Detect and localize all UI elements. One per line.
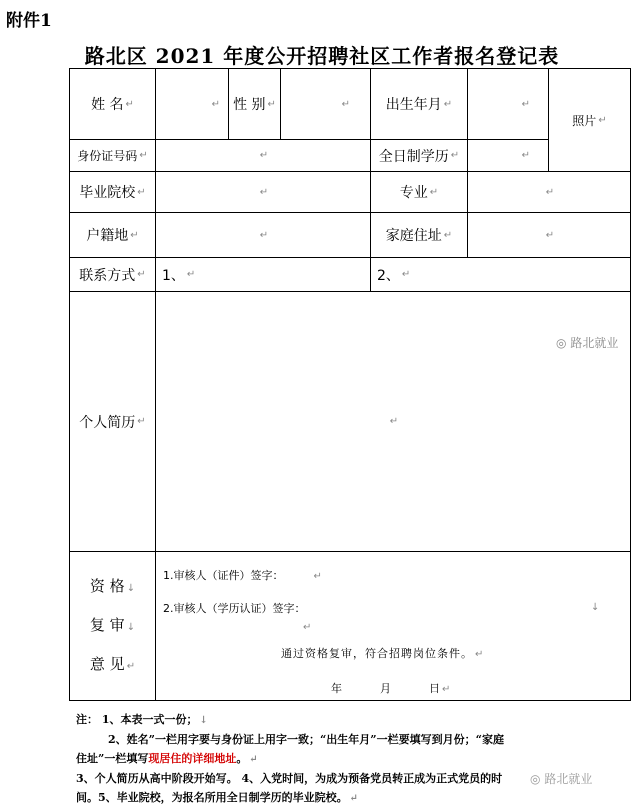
wechat-icon: ◎ xyxy=(556,336,567,350)
reviewer-1: 1.审核人（证件）签字： ↵ xyxy=(163,569,322,582)
gender-label: 性 别 ↵ xyxy=(228,68,281,140)
reviewer-2-mark: ↓ xyxy=(591,602,600,613)
registration-form xyxy=(69,68,631,701)
side-watermark: ◎ 路北就业 xyxy=(556,336,619,350)
note-line-1: 注： 1、本表一式一份； ↓ xyxy=(76,713,208,726)
address-label: 家庭住址 ↵ xyxy=(370,212,468,258)
birth-field[interactable]: ↵ xyxy=(467,68,549,140)
note-line-2: 2、姓名”一栏用字要与身份证上用字一致；“出生年月”一栏要填写到月份；“家庭 xyxy=(108,733,504,746)
birth-label: 出生年月 ↵ xyxy=(370,68,468,140)
attachment-label: 附件1 xyxy=(6,11,52,31)
id-label: 身份证号码 ↵ xyxy=(69,139,156,172)
contact-field-1[interactable]: 1、 ↵ xyxy=(155,257,371,292)
photo-box[interactable]: 照片 ↵ xyxy=(548,68,631,172)
form-title: 路北区 2021 年度公开招聘社区工作者报名登记表 xyxy=(84,44,560,68)
huji-label: 户籍地 ↵ xyxy=(69,212,156,258)
review-date: 年 月 日 ↵ xyxy=(331,682,451,695)
school-field[interactable]: ↵ xyxy=(155,171,371,213)
wechat-icon: ◎ xyxy=(530,772,541,786)
id-field[interactable]: ↵ xyxy=(155,139,371,172)
address-field[interactable]: ↵ xyxy=(467,212,631,258)
review-statement: 通过资格复审，符合招聘岗位条件。 ↵ xyxy=(281,647,485,660)
contact-field-2[interactable]: 2、 ↵ xyxy=(370,257,631,292)
note-line-5: 间。5、毕业院校，为报名所用全日制学历的毕业院校。 ↵ xyxy=(76,791,359,804)
gender-field[interactable]: ↵ xyxy=(280,68,371,140)
resume-label: 个人简历 ↵ xyxy=(69,291,156,552)
note-line-3: 住址”一栏填写现居住的详细地址。 ↵ xyxy=(76,752,258,765)
name-field[interactable]: ↵ xyxy=(155,68,229,140)
note-line-4: 3、个人简历从高中阶段开始写。 4、入党时间，为成为预备党员转正成为正式党员的时 xyxy=(76,772,503,785)
name-label: 姓 名 ↵ xyxy=(69,68,156,140)
reviewer-2: 2.审核人（学历认证）签字： xyxy=(163,602,306,615)
huji-field[interactable]: ↵ xyxy=(155,212,371,258)
school-label: 毕业院校 ↵ xyxy=(69,171,156,213)
bottom-watermark: ◎ 路北就业 xyxy=(530,772,593,786)
review-label: 资 格 ↓ 复 审 ↓ 意 见 ↵ xyxy=(69,551,156,701)
review-blank-mark: ↵ xyxy=(303,622,312,633)
edu-label: 全日制学历 ↵ xyxy=(370,139,468,172)
edu-field[interactable]: ↵ xyxy=(467,139,549,172)
major-field[interactable]: ↵ xyxy=(467,171,631,213)
contact-label: 联系方式 ↵ xyxy=(69,257,156,292)
major-label: 专业 ↵ xyxy=(370,171,468,213)
resume-field[interactable]: ↵ xyxy=(155,291,631,552)
notes xyxy=(76,710,636,808)
